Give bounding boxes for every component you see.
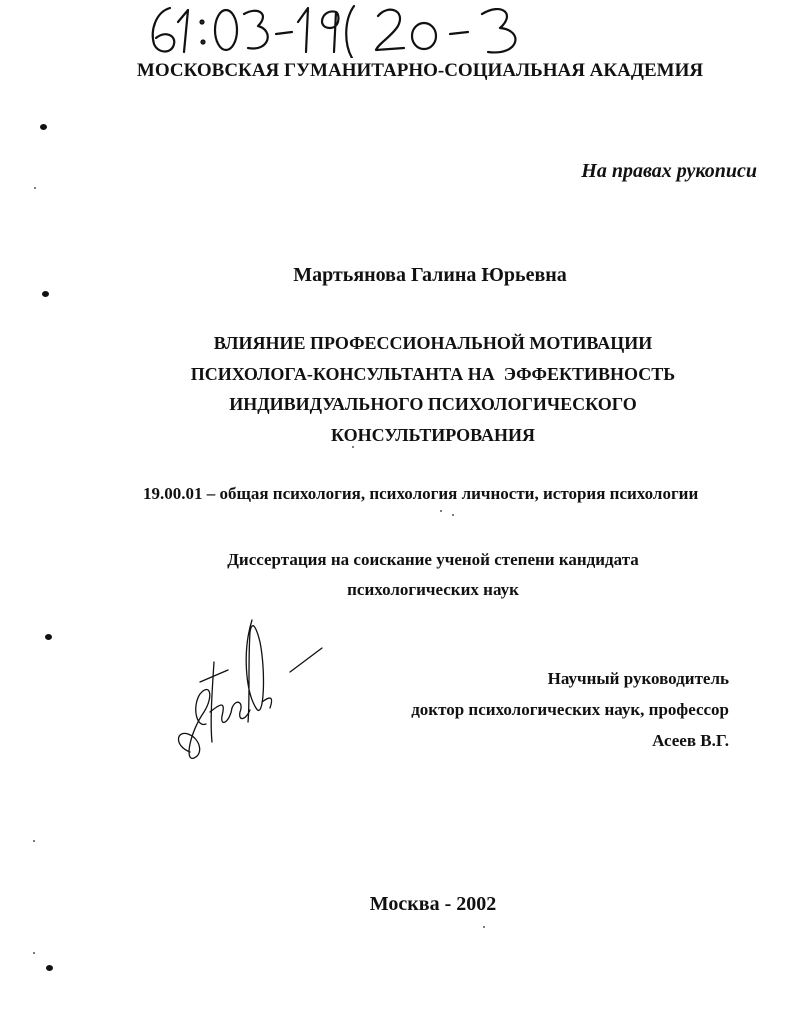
scientific-advisor xyxy=(411,663,729,756)
binder-hole-mark xyxy=(42,291,49,297)
scan-speck xyxy=(483,926,485,928)
title-line: ИНДИВИДУАЛЬНОГО ПСИХОЛОГИЧЕСКОГО xyxy=(229,394,637,414)
degree-line: Диссертация на соискание ученой степени кандидата xyxy=(227,550,639,569)
scan-speck xyxy=(352,446,354,448)
specialty-code: 19.00.01 – общая психология, психология личности, история психологии xyxy=(143,484,699,503)
advisor-name: Асеев В.Г. xyxy=(652,731,729,750)
signature-icon xyxy=(170,612,330,767)
title-line: ВЛИЯНИЕ ПРОФЕССИОНАЛЬНОЙ МОТИВАЦИИ xyxy=(213,333,653,353)
title-line: КОНСУЛЬТИРОВАНИЯ xyxy=(331,424,535,445)
binder-hole-mark xyxy=(45,634,52,640)
degree-statement xyxy=(0,545,799,605)
author-name: Мартьянова Галина Юрьевна xyxy=(293,264,567,286)
scan-speck xyxy=(440,510,442,512)
title-line: ПСИХОЛОГА-КОНСУЛЬТАНТА НА ЭФФЕКТИВНОСТЬ xyxy=(190,363,676,384)
binder-hole-mark xyxy=(46,965,53,971)
scan-speck xyxy=(452,514,454,516)
advisor-credentials: доктор психологических наук, профессор xyxy=(411,700,729,719)
dissertation-title xyxy=(0,328,799,450)
scan-speck xyxy=(33,952,35,954)
advisor-label: Научный руководитель xyxy=(547,669,729,688)
city-year: Москва - 2002 xyxy=(369,893,497,915)
handwritten-archive-code xyxy=(140,0,560,58)
degree-line: психологических наук xyxy=(347,580,519,599)
rights-note: На правах рукописи xyxy=(581,160,757,182)
institution-name: МОСКОВСКАЯ ГУМАНИТАРНО-СОЦИАЛЬНАЯ АКАДЕМИЯ xyxy=(136,60,704,81)
scan-speck xyxy=(34,187,36,189)
scan-speck xyxy=(33,840,35,842)
binder-hole-mark xyxy=(40,124,47,130)
